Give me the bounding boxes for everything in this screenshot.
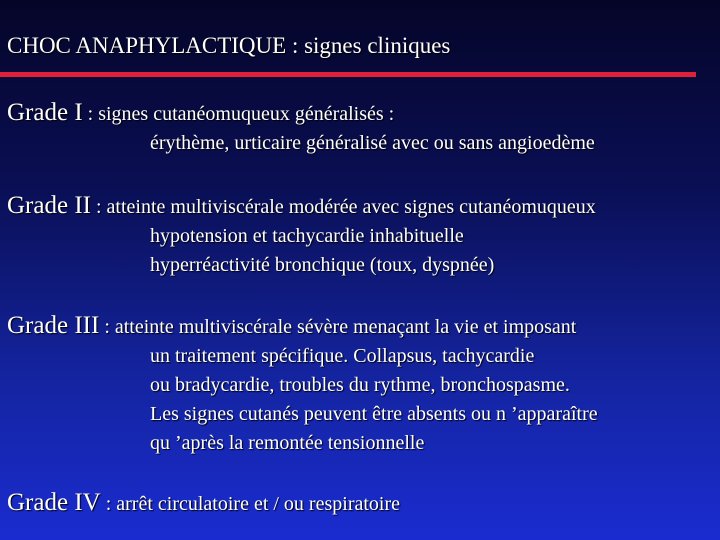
grade-2-detail-line: hypotension et tachycardie inhabituelle	[150, 225, 464, 247]
grade-1-detail-line: érythème, urticaire généralisé avec ou sans angioedème	[150, 132, 595, 154]
slide-title: CHOC ANAPHYLACTIQUE : signes cliniques	[7, 33, 451, 58]
grade-3-label: Grade III	[7, 312, 100, 339]
grade-4-block	[7, 488, 400, 519]
grade-4-summary: : arrêt circulatoire et / ou respiratoire	[100, 493, 400, 515]
grade-3-block	[7, 311, 598, 458]
grade-2-block	[7, 191, 596, 280]
grade-2-label: Grade II	[7, 192, 91, 219]
grade-2-detail-line: hyperréactivité bronchique (toux, dyspnée)	[150, 254, 495, 276]
grade-3-details	[7, 342, 598, 458]
grade-2-header	[7, 191, 596, 222]
grade-3-detail-line: Les signes cutanés peuvent être absents ou n ’apparaître	[150, 403, 598, 425]
grade-4-header	[7, 488, 400, 519]
grade-1-label: Grade I	[7, 99, 83, 126]
grade-1-block	[7, 98, 595, 158]
grade-4-label: Grade IV	[7, 489, 101, 516]
grade-3-header	[7, 311, 598, 342]
title-underline-rule	[0, 72, 696, 77]
grade-3-summary: : atteinte multiviscérale sévère menaçant la vie et imposant	[99, 316, 577, 338]
grade-3-detail-line: ou bradycardie, troubles du rythme, bronchospasme.	[150, 374, 570, 396]
grade-1-summary: : signes cutanéomuqueux généralisés :	[82, 103, 395, 125]
grade-2-details	[7, 222, 596, 280]
grade-3-detail-line: un traitement spécifique. Collapsus, tachycardie	[150, 345, 535, 367]
grade-1-header	[7, 98, 595, 129]
grade-2-summary: : atteinte multiviscérale modérée avec signes cutanéomuqueux	[90, 196, 596, 218]
grade-3-detail-line: qu ’après la remontée tensionnelle	[150, 432, 425, 454]
grade-1-details	[7, 129, 595, 158]
